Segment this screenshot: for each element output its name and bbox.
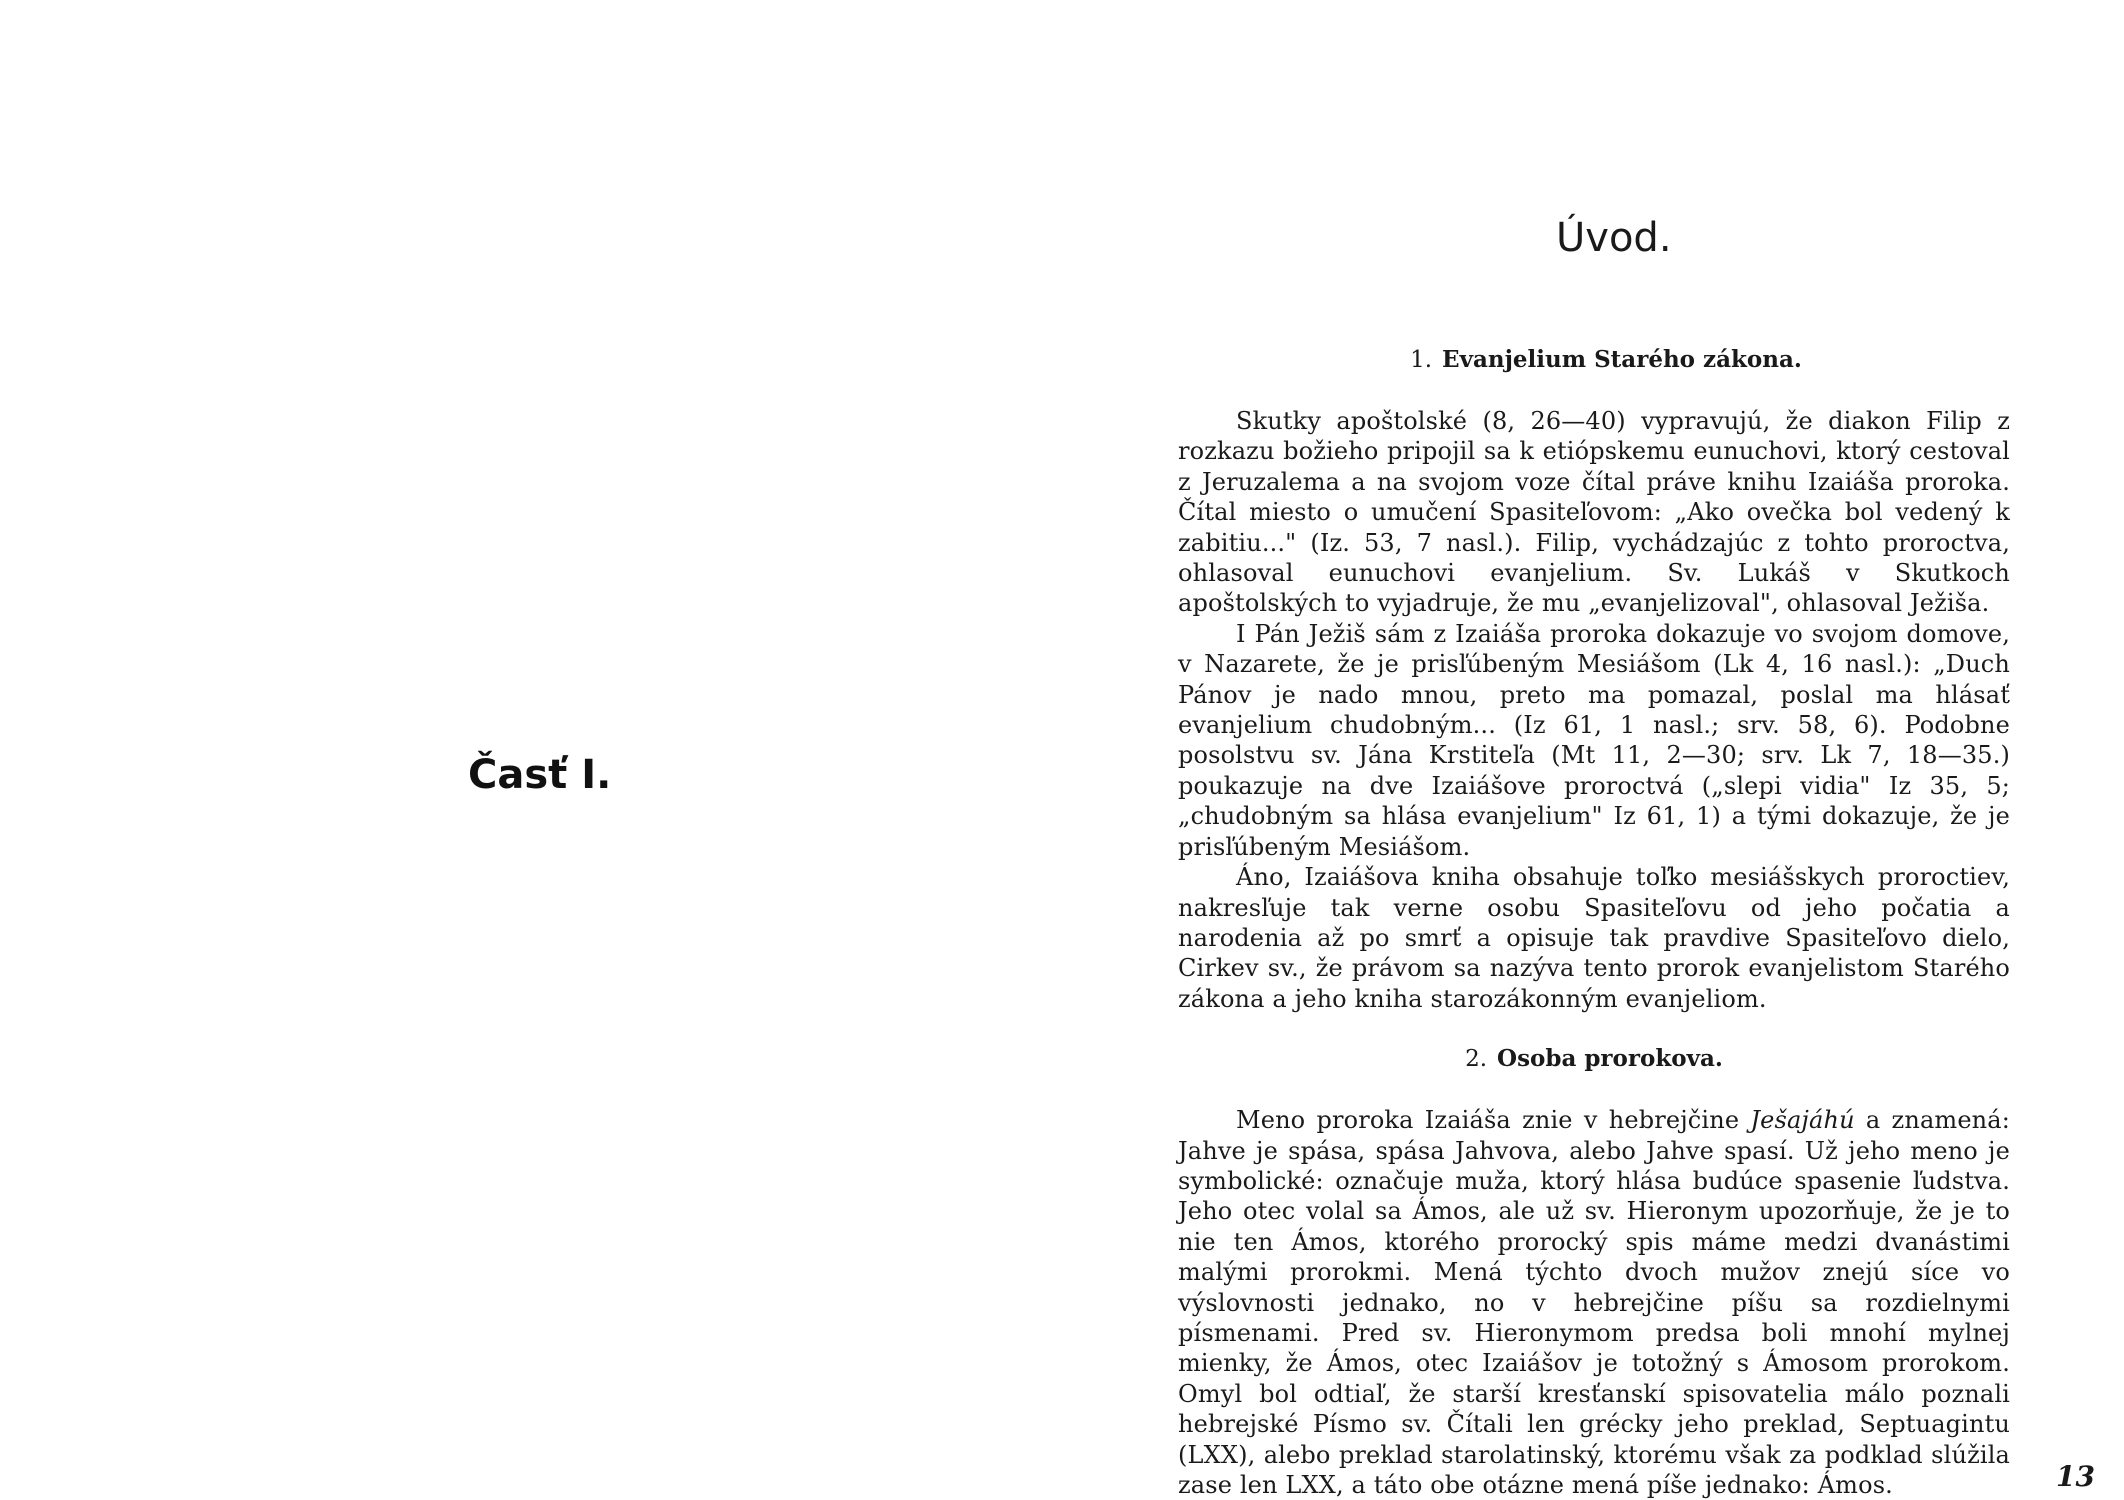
chapter-title: Úvod. xyxy=(1556,215,1672,261)
text-column xyxy=(1178,345,2010,1500)
paragraph xyxy=(1178,1105,2010,1500)
paragraph: I Pán Ježiš sám z Izaiáša proroka dokazuje vo svojom domove, v Nazarete, že je prisľúbeným Mesiášom (Lk 4, 16 nasl.): „Duch Pánov je nado mnou, preto ma pomazal, poslal ma hlásať evanjelium chudobným... (Iz 61, 1 nasl.; srv. 58, 6). Podobne posolstvu sv. Jána Krstiteľa (Mt 11, 2—30; srv. Lk 7, 18—35.) poukazuje na dve Izaiášove proroctvá („slepi vidia" Iz 35, 5; „chudobným sa hlása evanjelium" Iz 61, 1) a tými dokazuje, že je prisľúbeným Mesiášom. xyxy=(1178,619,2010,861)
page-number: 13 xyxy=(2056,1460,2095,1493)
section-heading xyxy=(1178,1044,2010,1074)
paragraph: Áno, Izaiášova kniha obsahuje toľko mesiášskych proroctiev, nakresľuje tak verne osobu Spasiteľovu od jeho počatia a narodenia až po smrť a opisuje tak pravdive Spasiteľovo dielo, Cirkev sv., že právom sa nazýva tento prorok evanjelistom Starého zákona a jeho kniha starozákonným evanjeliom. xyxy=(1178,863,2010,1013)
section-number: 1. xyxy=(1410,347,1433,373)
paragraph: Skutky apoštolské (8, 26—40) vypravujú, že diakon Filip z rozkazu božieho pripojil sa k etiópskemu eunuchovi, ktorý cestoval z Jeruzalema a na svojom voze čítal práve knihu Izaiáša proroka. Čítal miesto o umučení Spasiteľovom: „Ako ovečka bol vedený k zabitiu..." (Iz. 53, 7 nasl.). Filip, vychádzajúc z tohto proroctva, ohlasoval eunuchovi evanjelium. Sv. Lukáš v Skutkoch apoštolských to vyjadruje, že mu „evanjelizoval", ohlasoval Ježiša. xyxy=(1178,407,2010,618)
hebrew-name-italic: Ješajáhú xyxy=(1750,1106,1855,1135)
section-heading xyxy=(1178,345,2010,375)
section-number: 2. xyxy=(1465,1046,1488,1073)
part-title: Časť I. xyxy=(468,752,612,798)
paragraph-text: Meno proroka Izaiáša znie v hebrejčine xyxy=(1236,1106,1751,1135)
right-page xyxy=(1062,0,2124,1500)
paragraph-text: a znamená: Jahve je spása, spása Jahvova, alebo Jahve spasí. Už jeho meno je symbolické: označuje muža, ktorý hlása budúce spasenie ľudstva. Jeho otec volal sa Ámos, ale už sv. Hieronym upozorňuje, že je to nie ten Ámos, ktorého prorocký spis máme medzi dvanástimi malými prorokmi. Mená týchto dvoch mužov znejú síce vo výslovnosti jednako, no v hebrejčine píšu sa rozdielnymi písmenami. Pred sv. Hieronymom predsa boli mnohí mylnej mienky, že Ámos, otec Izaiášov je totožný s Ámosom prorokom. Omyl bol odtiaľ, že starší kresťanskí spisovatelia málo poznali hebrejské Písmo sv. Čítali len grécky jeho preklad, Septuagintu (LXX), alebo preklad starolatinský, ktorému však za podklad slúžila zase len LXX, a táto obe otázne mená píše jednako: Ámos. xyxy=(1178,1106,2010,1499)
section-title: Osoba prorokova. xyxy=(1497,1045,1723,1073)
section-title: Evanjelium Starého zákona. xyxy=(1442,346,1802,373)
